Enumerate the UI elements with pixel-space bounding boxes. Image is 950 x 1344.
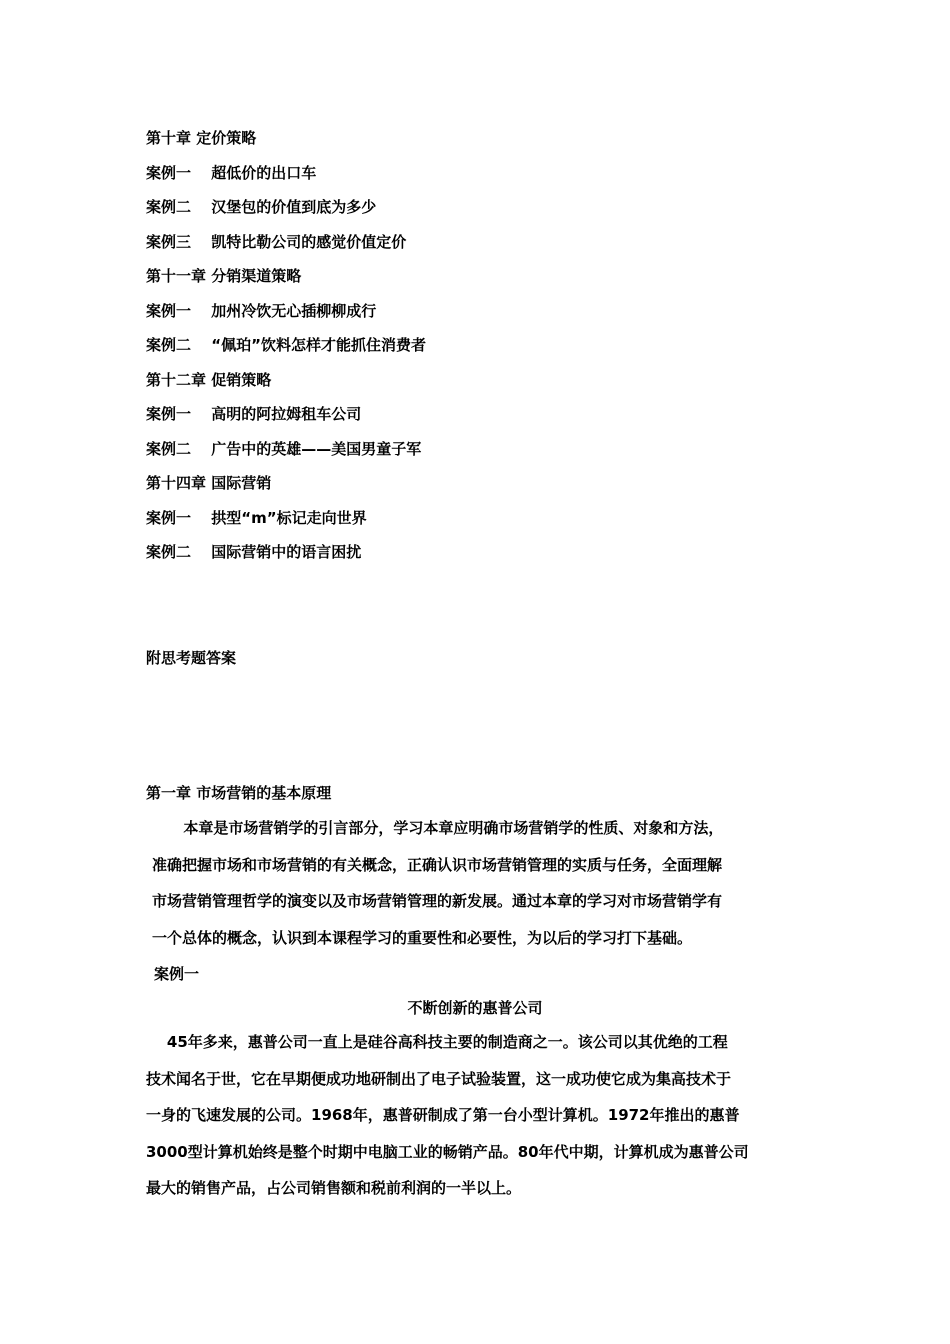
toc-entry: 案例一 拱型“m”标记走向世界 [146, 508, 367, 527]
toc-entry: 第十四章 国际营销 [146, 474, 272, 492]
body-line: 3000型计算机始终是整个时期中电脑工业的畅销产品。80年代中期，计算机成为惠普公司 [146, 1142, 749, 1161]
toc-entry: 第十一章 分销渠道策略 [146, 267, 302, 285]
body-line: 一身的飞速发展的公司。1968年，惠普研制成了第一台小型计算机。1972年推出的惠普 [146, 1106, 740, 1124]
toc-entry: 第十二章 促销策略 [146, 370, 272, 389]
appendix-heading: 附思考题答案 [146, 649, 237, 667]
toc-entry: 案例一 超低价的出口车 [146, 163, 317, 182]
case-label: 案例一 [154, 965, 200, 983]
toc-entry: 案例一 高明的阿拉姆租车公司 [146, 405, 362, 423]
body-line: 技术闻名于世，它在早期便成功地研制出了电子试验装置，这一成功使它成为集高技术于 [146, 1069, 732, 1088]
intro-line: 本章是市场营销学的引言部分，学习本章应明确市场营销学的性质、对象和方法， [152, 819, 724, 837]
toc-entry: 案例二 汉堡包的价值到底为多少 [146, 198, 377, 216]
body-line: 45年多来，惠普公司一直上是硅谷高科技主要的制造商之一。该公司以其优绝的工程 [146, 1033, 728, 1051]
toc-entry: 案例二 广告中的英雄——美国男童子军 [146, 439, 422, 458]
case-title: 不断创新的惠普公司 [407, 999, 543, 1017]
chapter-intro-paragraph [152, 816, 802, 962]
toc-entry: 案例二 “佩珀”饮料怎样才能抓住消费者 [146, 336, 426, 354]
chapter-title: 第一章 市场营销的基本原理 [146, 784, 332, 802]
toc-entry: 案例一 加州冷饮无心插柳柳成行 [146, 301, 377, 320]
intro-line: 市场营销管理哲学的演变以及市场营销管理的新发展。通过本章的学习对市场营销学有 [152, 892, 723, 910]
table-of-contents [146, 126, 426, 575]
intro-line: 一个总体的概念，认识到本课程学习的重要性和必要性，为以后的学习打下基础。 [152, 928, 693, 947]
case-body-paragraph [146, 1030, 810, 1213]
toc-entry: 案例三 凯特比勒公司的感觉价值定价 [146, 232, 407, 251]
intro-line: 准确把握市场和市场营销的有关概念，正确认识市场营销管理的实质与任务，全面理解 [152, 855, 723, 874]
body-line: 最大的销售产品，占公司销售额和税前利润的一半以上。 [146, 1179, 522, 1197]
toc-entry: 案例二 国际营销中的语言困扰 [146, 543, 362, 561]
toc-entry: 第十章 定价策略 [146, 129, 257, 147]
